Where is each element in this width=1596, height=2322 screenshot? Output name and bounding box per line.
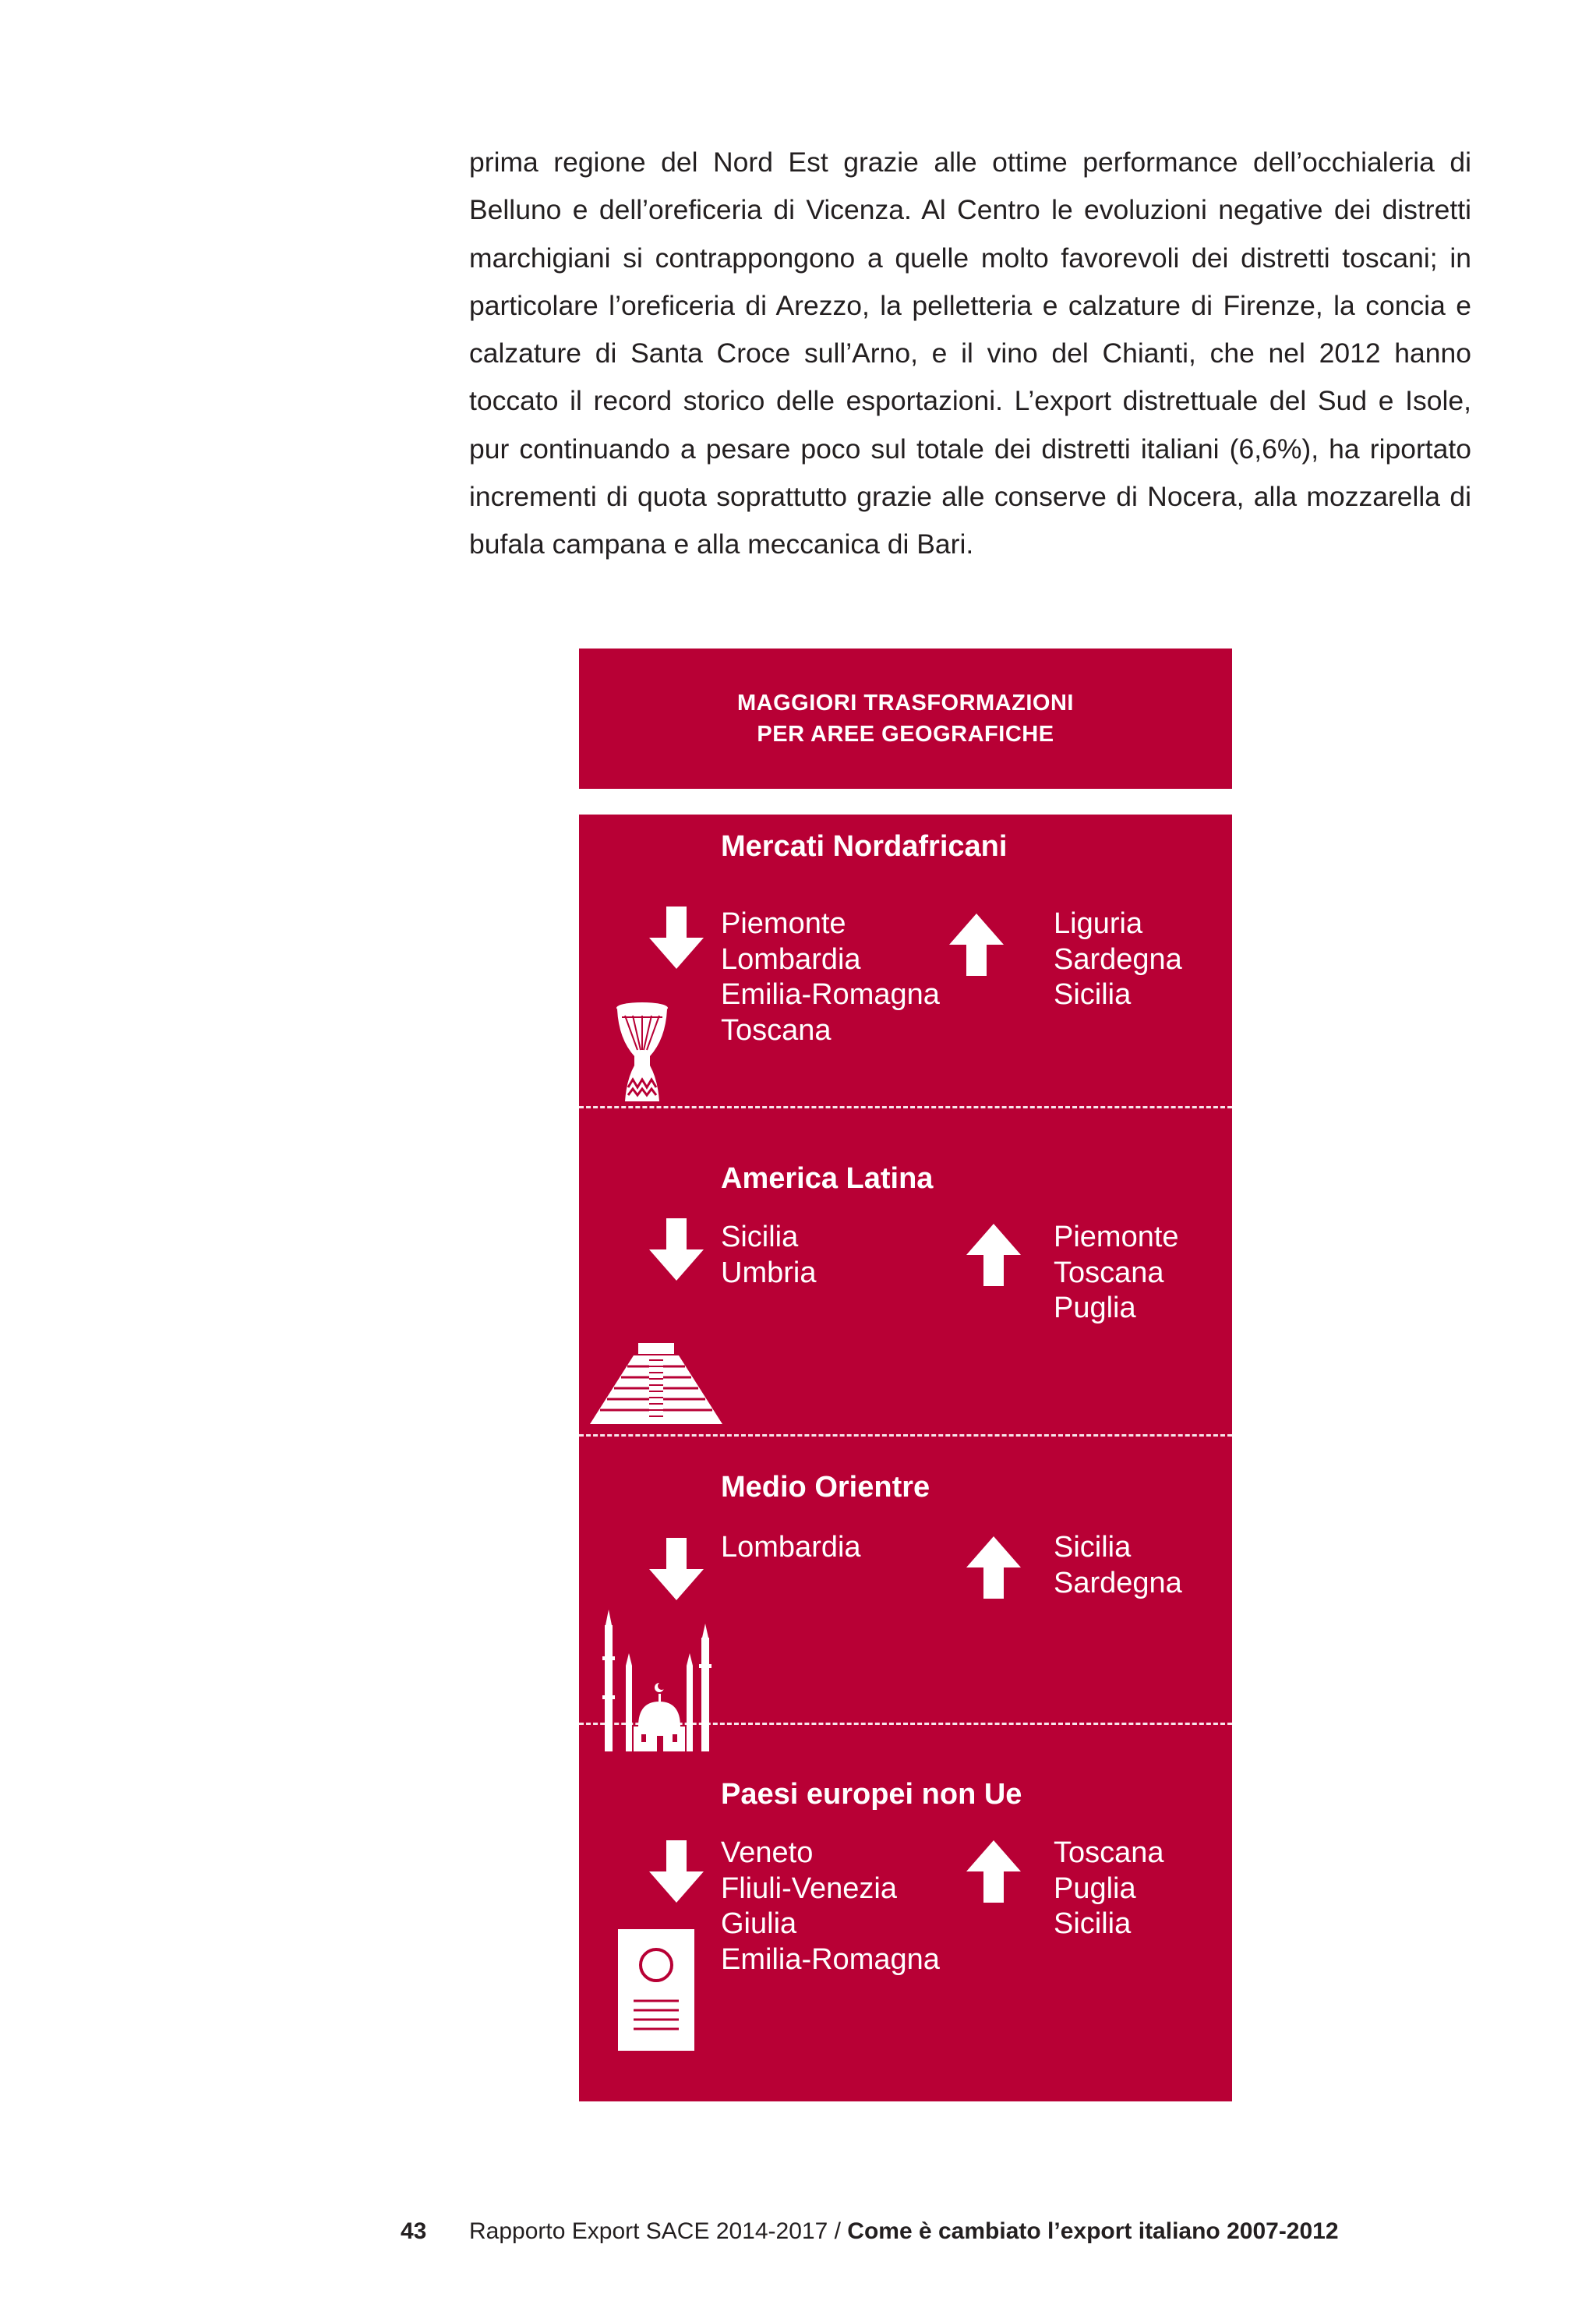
arrow-down-icon [649, 1218, 704, 1281]
region-item: Liguria [1054, 907, 1143, 940]
decrease-list [721, 1530, 923, 1566]
region-item: Sardegna [1054, 1566, 1182, 1599]
decrease-list [721, 1220, 923, 1291]
section-divider [579, 1723, 1232, 1725]
increase-list [1054, 1220, 1179, 1327]
region-item: Puglia [1054, 1871, 1136, 1905]
increase-list [1054, 1530, 1182, 1601]
mosque-icon [598, 1610, 715, 1751]
page-number: 43 [401, 2218, 427, 2244]
decrease-list [721, 1836, 940, 1977]
arrow-up-icon [966, 1224, 1021, 1286]
body-paragraph: prima regione del Nord Est grazie alle ottime performance dell’occhialeria di Belluno e dell’oreficeria di Vicenza. Al Centro le evoluzioni negative dei distretti marchigiani si contrappongono a quelle molto favorevoli dei distretti toscani; in particolare l’oreficeria di Arezzo, la pelletteria e calzature di Firenze, la concia e calzature di Santa Croce sull’Arno, e il vino del Chianti, che nel 2012 hanno toccato il record storico delle esportazioni. L’export distrettuale del Sud e Isole, pur continuando a pesare poco sul totale dei distretti italiani (6,6%), ha riportato incrementi di quota soprattutto grazie alle conserve di Nocera, alla mozzarella di bufala campana e alla meccanica di Bari. [469, 147, 1471, 560]
region-item: Toscana [1054, 1836, 1164, 1869]
region-title: America Latina [721, 1162, 934, 1195]
region-item: Sicilia [1054, 978, 1132, 1011]
decrease-list [721, 907, 940, 1048]
region-item: Emilia-Romagna [721, 1942, 940, 1976]
region-item: Toscana [721, 1013, 832, 1047]
increase-list [1054, 907, 1182, 1013]
region-item: Puglia [1054, 1292, 1136, 1324]
arrow-down-icon [649, 907, 704, 969]
arrow-down-icon [649, 1538, 704, 1600]
section-divider [579, 1106, 1232, 1108]
region-item: Sicilia [1054, 1907, 1132, 1940]
pyramid-icon [590, 1343, 722, 1426]
region-item: Umbria [721, 1256, 817, 1289]
arrow-up-icon [966, 1840, 1021, 1903]
region-item: Piemonte [1054, 1221, 1179, 1253]
region-item: Fliuli-Venezia [721, 1871, 897, 1905]
region-item: Emilia-Romagna [721, 978, 940, 1011]
arrow-down-icon [649, 1840, 704, 1903]
increase-list [1054, 1836, 1164, 1942]
infographic-body [579, 815, 1232, 2101]
region-item: Sicilia [721, 1221, 799, 1253]
footer-report-title: Rapporto Export SACE 2014-2017 / [469, 2218, 848, 2244]
page-footer [401, 2218, 1492, 2245]
passport-document-icon [618, 1929, 694, 2051]
region-item: Piemonte [721, 907, 846, 940]
section-divider [579, 1434, 1232, 1437]
region-item: Sardegna [1054, 942, 1182, 976]
region-item: Lombardia [721, 1531, 861, 1564]
region-title: Paesi europei non Ue [721, 1778, 1022, 1811]
region-item: Toscana [1054, 1256, 1164, 1289]
arrow-up-icon [949, 914, 1004, 976]
region-item: Veneto [721, 1836, 814, 1869]
region-item: Lombardia [721, 942, 861, 976]
region-title: Mercati Nordafricani [721, 830, 1008, 863]
region-item: Giulia [721, 1907, 797, 1940]
region-title: Medio Orientre [721, 1471, 930, 1504]
arrow-up-icon [966, 1536, 1021, 1599]
footer-section-title: Come è cambiato l’export italiano 2007-2012 [847, 2218, 1339, 2244]
infographic-header [579, 649, 1232, 789]
region-item: Sicilia [1054, 1531, 1132, 1564]
djembe-drum-icon [614, 1002, 670, 1103]
infographic-title: MAGGIORI TRASFORMAZIONI PER AREE GEOGRAFICHE [737, 691, 1074, 747]
